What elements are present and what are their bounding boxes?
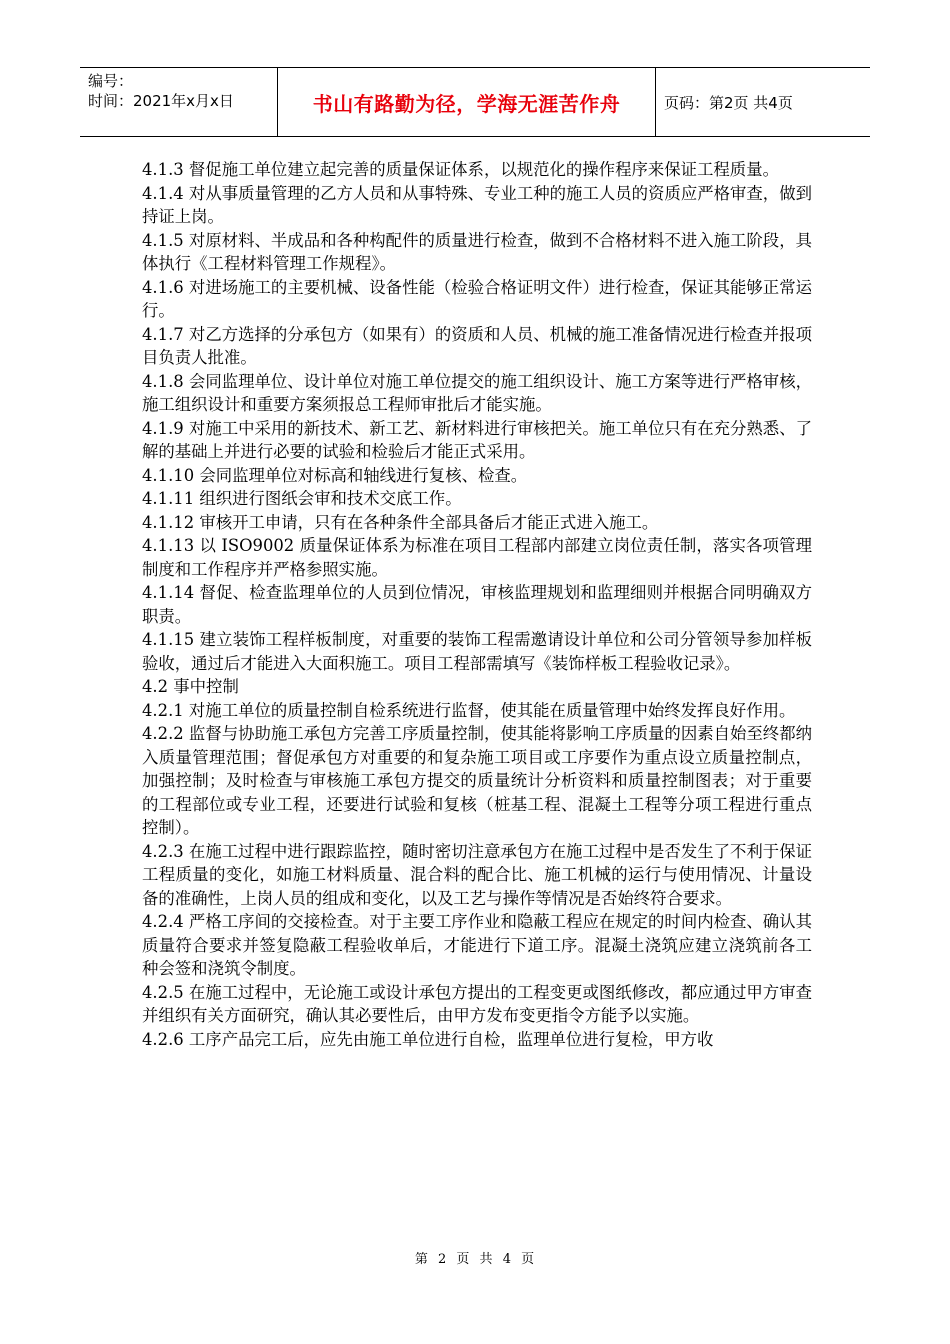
section-heading: 4.2 事中控制: [142, 677, 239, 696]
document-body: [142, 158, 812, 1051]
paragraph: 4.2.4 严格工序间的交接检查。对于主要工序作业和隐蔽工程应在规定的时间内检查、确认其质量符合要求并签复隐蔽工程验收单后，才能进行下道工序。混凝土浇筑应建立浇筑前各工种会签和浇筑令制度。: [142, 912, 812, 978]
paragraph: 4.2.5 在施工过程中，无论施工或设计承包方提出的工程变更或图纸修改，都应通过甲方审查并组织有关方面研究，确认其必要性后，由甲方发布变更指令方能予以实施。: [142, 982, 812, 1025]
paragraph: 4.1.8 会同监理单位、设计单位对施工单位提交的施工组织设计、施工方案等进行严格审核，施工组织设计和重要方案须报总工程师审批后才能实施。: [142, 371, 812, 414]
document-time-label: 时间：2021年x月x日: [88, 92, 234, 110]
paragraph: 4.1.6 对进场施工的主要机械、设备性能（检验合格证明文件）进行检查，保证其能够正常运行。: [142, 277, 812, 320]
paragraph: 4.1.7 对乙方选择的分承包方（如果有）的资质和人员、机械的施工准备情况进行检查并报项目负责人批准。: [142, 324, 812, 367]
header-page-code: 页码：第2页 共4页: [664, 93, 793, 112]
page-header: [80, 67, 870, 137]
header-motto: 书山有路勤为径，学海无涯苦作舟: [312, 91, 621, 116]
paragraph: 4.1.13 以 ISO9002 质量保证体系为标准在项目工程部内部建立岗位责任制，落实各项管理制度和工作程序并严格参照实施。: [142, 536, 812, 579]
paragraph: 4.1.15 建立装饰工程样板制度，对重要的装饰工程需邀请设计单位和公司分管领导参加样板验收，通过后才能进入大面积施工。项目工程部需填写《装饰样板工程验收记录》。: [142, 630, 812, 673]
paragraph: 4.1.3 督促施工单位建立起完善的质量保证体系，以规范化的操作程序来保证工程质量。: [142, 160, 779, 179]
header-motto-cell: [278, 68, 656, 136]
paragraph: 4.2.1 对施工单位的质量控制自检系统进行监督，使其能在质量管理中始终发挥良好作用。: [142, 700, 796, 720]
paragraph: 4.1.4 对从事质量管理的乙方人员和从事特殊、专业工种的施工人员的资质应严格审查，做到持证上岗。: [142, 183, 812, 226]
header-page-cell: [656, 68, 870, 136]
paragraph: 4.1.14 督促、检查监理单位的人员到位情况，审核监理规划和监理细则并根据合同明确双方职责。: [142, 583, 812, 626]
paragraph: 4.2.3 在施工过程中进行跟踪监控，随时密切注意承包方在施工过程中是否发生了不利于保证工程质量的变化，如施工材料质量、混合料的配合比、施工机械的运行与使用情况、计量设备的准确性，上岗人员的组成和变化，以及工艺与操作等情况是否始终符合要求。: [142, 841, 812, 908]
paragraph: 4.2.6 工序产品完工后，应先由施工单位进行自检，监理单位进行复检，甲方收: [142, 1029, 714, 1049]
paragraph: 4.1.12 审核开工申请，只有在各种条件全部具备后才能正式进入施工。: [142, 512, 659, 532]
page-footer: 第 2 页 共 4 页: [414, 1252, 536, 1267]
header-meta-cell: [80, 68, 278, 136]
paragraph: 4.1.10 会同监理单位对标高和轴线进行复核、检查。: [142, 465, 528, 485]
paragraph: 4.1.9 对施工中采用的新技术、新工艺、新材料进行审核把关。施工单位只有在充分熟悉、了解的基础上并进行必要的试验和检验后才能正式采用。: [142, 418, 812, 461]
paragraph: 4.1.11 组织进行图纸会审和技术交底工作。: [142, 489, 462, 508]
document-number-label: 编号：: [88, 72, 134, 90]
paragraph: 4.1.5 对原材料、半成品和各种构配件的质量进行检查，做到不合格材料不进入施工阶段，具体执行《工程材料管理工作规程》。: [142, 230, 812, 273]
paragraph: 4.2.2 监督与协助施工承包方完善工序质量控制，使其能将影响工序质量的因素自始至终都纳入质量管理范围；督促承包方对重要的和复杂施工项目或工序要作为重点设立质量控制点，加强控制；及时检查与审核施工承包方提交的质量统计分析资料和质量控制图表；对于重要的工程部位或专业工程，还要进行试验和复核（桩基工程、混凝土工程等分项工程进行重点控制）。: [142, 724, 812, 837]
